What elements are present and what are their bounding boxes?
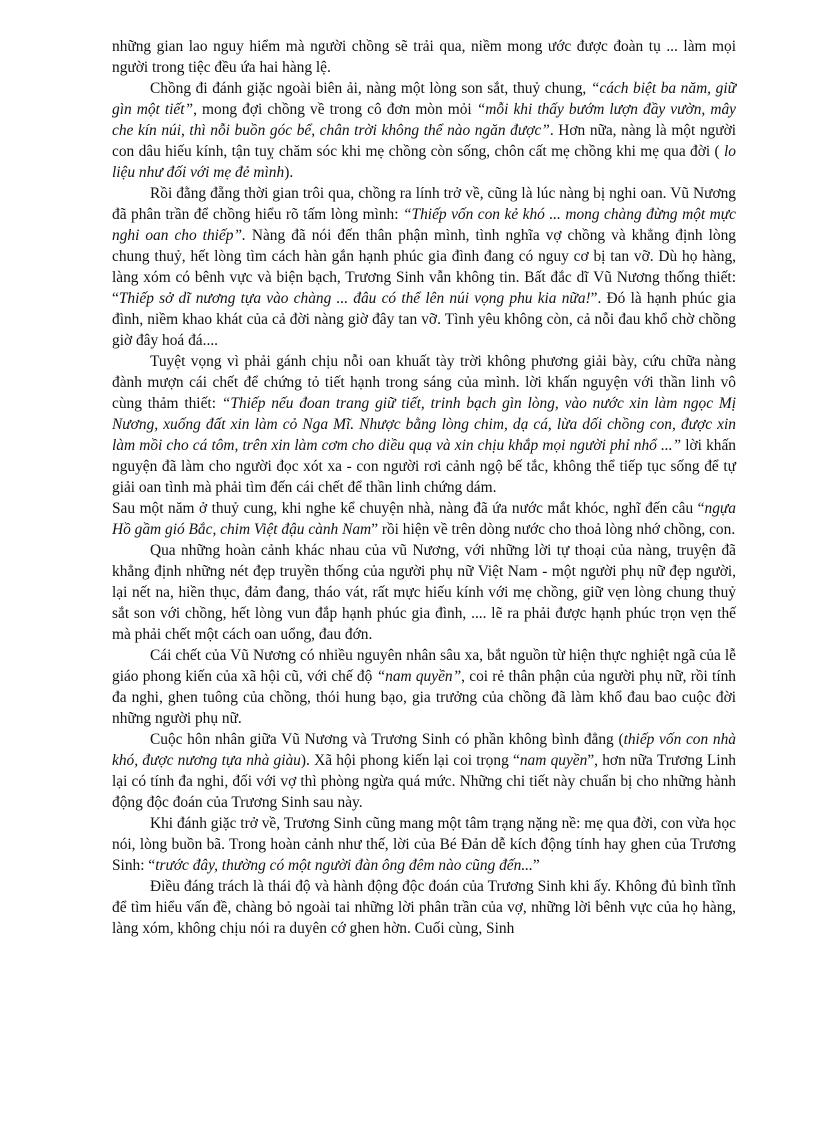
italic-quote: “nam quyền” xyxy=(376,668,462,685)
italic-quote: “Thiếp vốn con kẻ khó ... mong chàng đừng một mực nghi oan cho thiếp”. xyxy=(112,206,736,244)
text-run: ” rồi hiện về trên dòng nước cho thoả lòng nhớ chồng, con. xyxy=(371,521,736,538)
italic-quote: ngựa Hồ gầm gió Bắc, chim Việt đậu cành Nam xyxy=(112,500,736,538)
italic-quote: “mỗi khi thấy bướm lượn đầy vườn, mây che kín núi, thì nỗi buồn góc bể, chân trời không thể nào ngăn được” xyxy=(112,101,736,139)
body-paragraph xyxy=(112,351,736,498)
text-run: Điều đáng trách là thái độ và hành động độc đoán của Trương Sinh khi ấy. Không đủ bình tĩnh để tìm hiểu vấn đề, chàng bỏ ngoài tai những lời phân trần của vợ, những lời bênh vực của họ hàng, làng xóm, không chịu nói ra duyên cớ ghen hờn. Cuối cùng, Sinh xyxy=(112,878,736,937)
text-run: những gian lao nguy hiểm mà người chồng sẽ trải qua, niềm mong ước được đoàn tụ ... làm mọi người trong tiệc đều ứa hai hàng lệ. xyxy=(112,38,736,76)
text-run: lời khấn nguyện đã làm cho người đọc xót xa - con người rơi cảnh ngộ bế tắc, không thể tiếp tục sống để tự giải oan tình mà phải tìm đến cái chết để thần linh chứng dám. xyxy=(112,437,736,496)
text-run: , mong đợi chồng về trong cô đơn mòn mỏi xyxy=(193,101,477,118)
italic-quote: “Thiếp nếu đoan trang giữ tiết, trinh bạch gìn lòng, vào nước xin làm ngọc Mị Nương, xuống đất xin làm cỏ Nga Mĩ. Nhược bằng lòng chim, dạ cá, lừa dối chồng con, được xin làm mồi cho cá tôm, trên xin làm cơm cho diều quạ và xin chịu khắp mọi người phỉ nhổ ...” xyxy=(112,395,736,454)
text-run: Sau một năm ở thuỷ cung, khi nghe kể chuyện nhà, nàng đã ứa nước mắt khóc, nghĩ đến câu “ xyxy=(112,500,705,517)
body-paragraph xyxy=(112,78,736,183)
italic-quote: lo liệu như đối với mẹ đẻ mình xyxy=(112,143,736,181)
text-run: Qua những hoàn cảnh khác nhau của vũ Nương, với những lời tự thoại của nàng, truyện đã khẳng định những nét đẹp truyền thống của người phụ nữ Việt Nam - một người phụ nữ đẹp người, lại nết na, hiền thục, đảm đang, tháo vát, rất mực hiếu kính với mẹ chồng, giữ vẹn lòng chung thuỷ sắt son với chồng, hết lòng vun đắp hạnh phúc gia đình, .... lẽ ra phải được hạnh phúc trọn vẹn thế mà phải chết một cách oan uổng, đau đớn. xyxy=(112,542,736,643)
text-run: ”. Đó là hạnh phúc gia đình, niềm khao khát của cả đời nàng giờ đây tan vỡ. Tình yêu không còn, cả nỗi đau khổ chờ chồng giờ đây hoá đá.... xyxy=(112,290,736,349)
italic-quote: nam quyền xyxy=(519,752,588,769)
text-run: Chồng đi đánh giặc ngoài biên ải, nàng một lòng son sắt, thuỷ chung, xyxy=(150,80,591,97)
body-paragraph xyxy=(112,729,736,813)
body-paragraph xyxy=(112,813,736,876)
text-run: Khi đánh giặc trở về, Trương Sinh cũng mang một tâm trạng nặng nề: mẹ qua đời, con vừa học nói, lòng buồn bã. Trong hoàn cảnh như thế, lời của Bé Đản dễ kích động tính hay ghen của Trương Sinh: “ xyxy=(112,815,736,874)
italic-quote: “cách biệt ba năm, giữ gìn một tiết” xyxy=(112,80,736,118)
text-run: ” xyxy=(532,857,540,874)
body-paragraph xyxy=(112,498,736,540)
text-run: . Hơn nữa, nàng là một người con dâu hiếu kính, tận tuỵ chăm sóc khi mẹ chồng còn sống, chôn cất mẹ chồng khi mẹ qua đời ( xyxy=(112,122,736,160)
text-run: Rồi đằng đẵng thời gian trôi qua, chồng ra lính trở về, cũng là lúc nàng bị nghi oan. Vũ Nương đã phân trần để chồng hiểu rõ tấm lòng mình: xyxy=(112,185,736,223)
text-run: ). xyxy=(284,164,294,181)
italic-quote: trước đây, thường có một người đàn ông đêm nào cũng đến... xyxy=(155,857,533,874)
italic-quote: Thiếp sở dĩ nương tựa vào chàng ... đâu có thể lên núi vọng phu kia nữa! xyxy=(118,290,591,307)
body-paragraph xyxy=(112,876,736,939)
text-run: Nàng đã nói đến thân phận mình, tình nghĩa vợ chồng và khẳng định lòng chung thuỷ, hết lòng tìm cách hàn gắn hạnh phúc gia đình đang có nguy cơ bị tan vỡ. Dù họ hàng, làng xóm có bênh vực và biện bạch, Trương Sinh vẫn không tin. Bất đắc dĩ Vũ Nương thống thiết: “ xyxy=(112,227,736,307)
body-paragraph xyxy=(112,645,736,729)
body-paragraph xyxy=(112,540,736,645)
text-run: Cuộc hôn nhân giữa Vũ Nương và Trương Sinh có phần không bình đẳng ( xyxy=(150,731,624,748)
text-run: Tuyệt vọng vì phải gánh chịu nỗi oan khuất tày trời không phương giải bày, cứu chữa nàng đành mượn cái chết để chứng tỏ tiết hạnh trong sáng của mình. lời khấn nguyện với thần linh vô cùng thảm thiết: xyxy=(112,353,736,412)
text-run: ”, hơn nữa Trương Linh lại có tính đa nghi, đối với vợ thì phòng ngừa quá mức. Những chi tiết này chuẩn bị cho những hành động độc đoán của Trương Sinh sau này. xyxy=(112,752,736,811)
body-paragraph xyxy=(112,36,736,78)
italic-quote: thiếp vốn con nhà khó, được nương tựa nhà giàu xyxy=(112,731,736,769)
text-run: , coi rẻ thân phận của người phụ nữ, rồi tính đa nghi, ghen tuông của chồng, thói hung bạo, gia trưởng của chồng đã làm khổ đau bao cuộc đời những người phụ nữ. xyxy=(112,668,737,727)
body-paragraph xyxy=(112,183,736,351)
text-run: Cái chết của Vũ Nương có nhiều nguyên nhân sâu xa, bắt nguồn từ hiện thực nghiệt ngã của lễ giáo phong kiến của xã hội cũ, với chế độ xyxy=(112,647,736,685)
text-run: ). Xã hội phong kiến lại coi trọng “ xyxy=(300,752,520,769)
document-page xyxy=(112,36,736,939)
